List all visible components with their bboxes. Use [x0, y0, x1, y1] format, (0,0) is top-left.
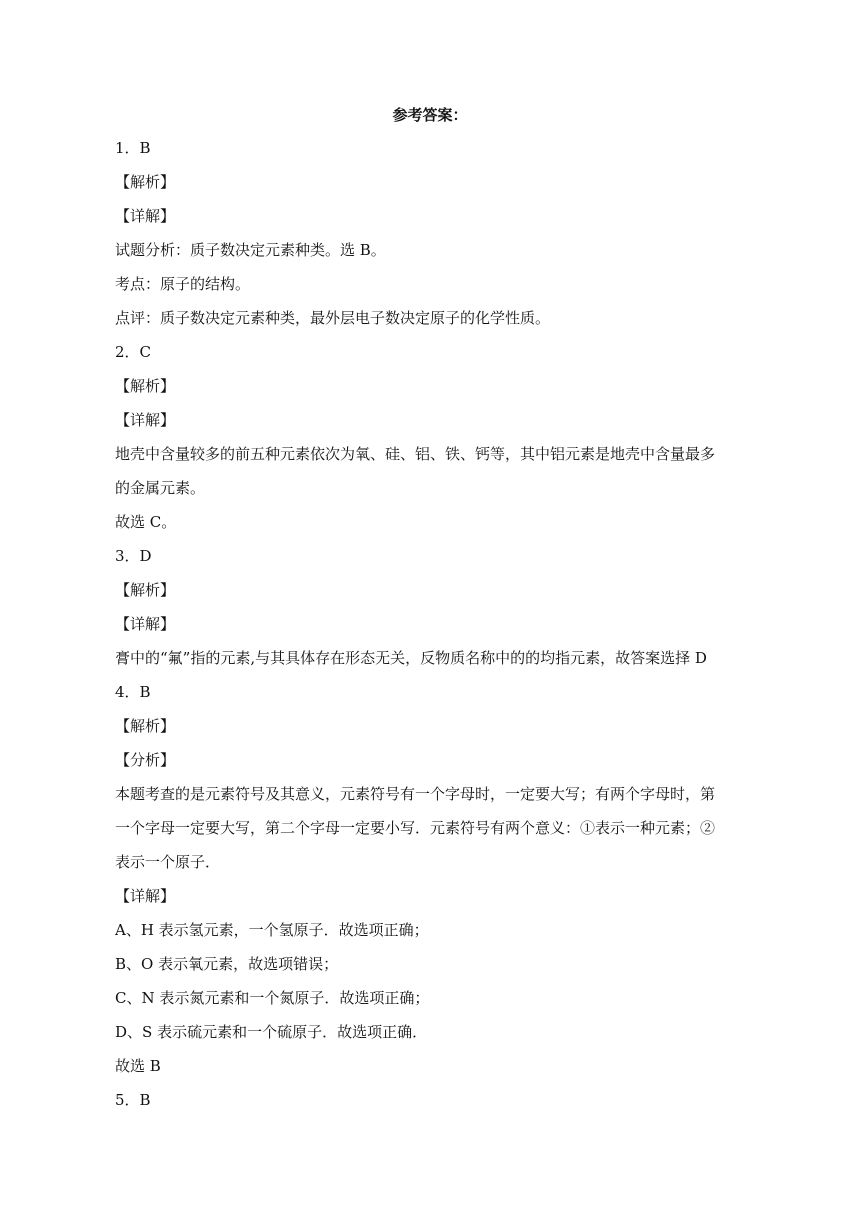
analysis-heading: 【解析】	[115, 173, 176, 191]
answer-text: 考点：原子的结构。	[115, 275, 251, 293]
answer-text: 试题分析：质子数决定元素种类。选 B。	[115, 241, 386, 259]
answer-text: 本题考查的是元素符号及其意义，元素符号有一个字母时，一定要大写；有两个字母时，第	[115, 785, 716, 803]
answer-text: 故选 C。	[115, 513, 177, 531]
option-c-explanation: C、N 表示氮元素和一个氮原子．故选项正确；	[115, 989, 430, 1007]
answer-text: 故选 B	[115, 1057, 161, 1075]
analysis-heading: 【解析】	[115, 377, 176, 395]
analysis-heading: 【解析】	[115, 717, 176, 735]
answer-number-1: 1．B	[115, 139, 151, 157]
detail-heading: 【详解】	[115, 887, 176, 905]
answer-text: 表示一个原子．	[115, 853, 221, 871]
answer-number-4: 4．B	[115, 683, 151, 701]
answer-text: 地壳中含量较多的前五种元素依次为氧、硅、铝、铁、钙等，其中铝元素是地壳中含量最多	[115, 445, 716, 463]
option-b-explanation: B、O 表示氧元素，故选项错误；	[115, 955, 339, 973]
reasoning-heading: 【分析】	[115, 751, 176, 769]
answer-number-3: 3．D	[115, 547, 152, 565]
answer-text: 一个字母一定要大写，第二个字母一定要小写．元素符号有两个意义：①表示一种元素；②	[115, 819, 716, 837]
detail-heading: 【详解】	[115, 207, 176, 225]
analysis-heading: 【解析】	[115, 581, 176, 599]
answer-text: 点评：质子数决定元素种类，最外层电子数决定原子的化学性质。	[115, 309, 551, 327]
detail-heading: 【详解】	[115, 411, 176, 429]
option-a-explanation: A、H 表示氢元素，一个氢原子．故选项正确；	[115, 921, 429, 939]
answer-number-5: 5．B	[115, 1091, 151, 1109]
option-d-explanation: D、S 表示硫元素和一个硫原子．故选项正确．	[115, 1023, 428, 1041]
detail-heading: 【详解】	[115, 615, 176, 633]
answer-number-2: 2．C	[115, 343, 152, 361]
page-title: 参考答案：	[392, 106, 468, 124]
answer-content	[115, 131, 740, 1117]
answer-text: 的金属元素。	[115, 479, 206, 497]
answer-text: 膏中的“氟”指的元素,与其具体存在形态无关，反物质名称中的的均指元素，故答案选择 D	[115, 649, 707, 667]
